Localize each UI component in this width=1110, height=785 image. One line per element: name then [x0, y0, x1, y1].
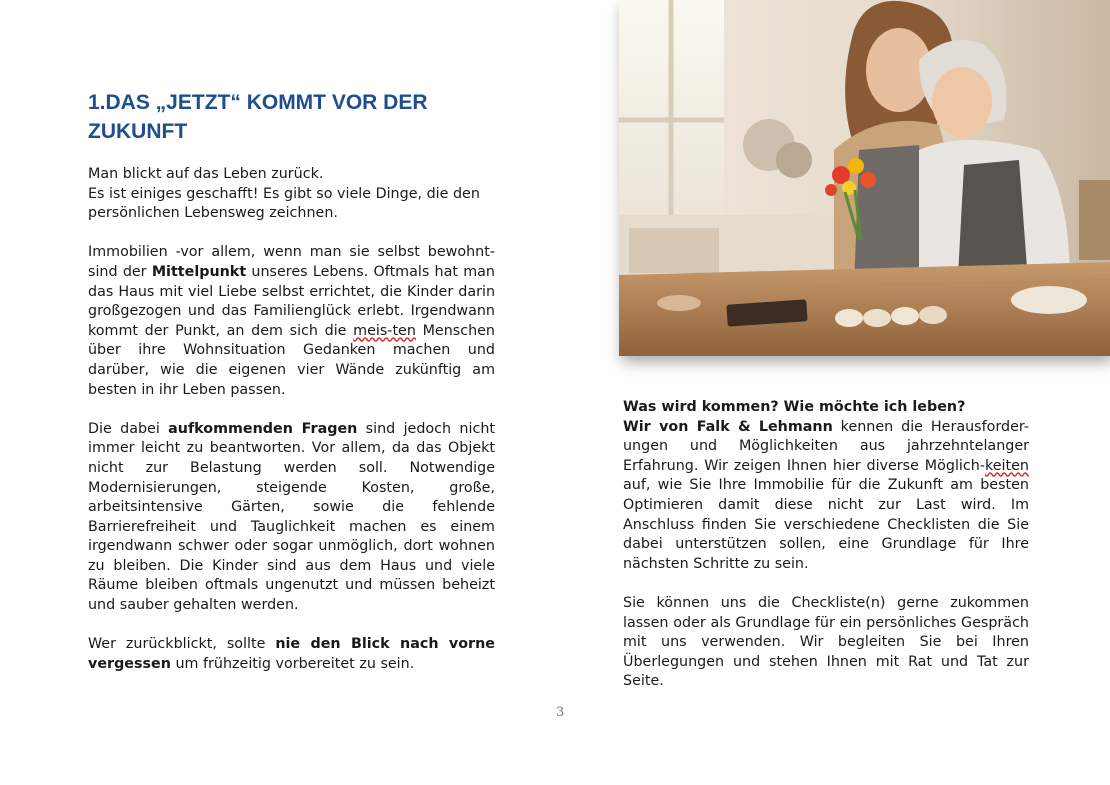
spellcheck-word: keiten: [984, 457, 1029, 474]
real-estate-paragraph: [88, 243, 495, 400]
expertise-paragraph: [623, 418, 1029, 575]
intro-text: Es ist einiges geschafft! Es gibt so viele Dinge, die den persönlichen Lebensweg zeichnen.: [88, 185, 480, 222]
bold-forward-look: nie den Blick nach vorne vergessen: [88, 636, 495, 672]
page-title: [88, 88, 508, 146]
left-column: [88, 165, 495, 674]
bold-mittelpunkt: Mittelpunkt: [151, 263, 247, 280]
text-run: Die dabei: [88, 420, 169, 437]
question-heading: [623, 398, 1029, 418]
kitchen-family-photo: [619, 0, 1110, 356]
text-run: kennen die Herausforder-ungen und Möglichkeiten aus jahrzehntelanger Erfahrung. Wir zeigen Ihnen hier diverse Möglich-: [623, 418, 1029, 474]
intro-line: Man blickt auf das Leben zurück.: [88, 166, 324, 182]
photo-illustration: [619, 0, 1110, 356]
page-number: 3: [556, 705, 565, 720]
questions-paragraph: [88, 420, 495, 616]
intro-paragraph: [88, 165, 495, 224]
text-run: sind jedoch nicht immer leicht zu beantworten. Vor allem, da das Objekt nicht zur Belastung werden soll. Notwendige Modernisierungen, steigende Kosten, große, arbeitsintensive Gärten, sowie die fehlende Barrierefreiheit und Tauglichkeit machen es einem irgendwann schwer oder sogar unmöglich, dort wohnen zu bleiben. Die Kinder sind aus dem Haus und viele Räume bleiben oftmals ungenutzt und müssen beheizt und sauber gehalten werden.: [88, 420, 495, 614]
title-line-2: ZUKUNFT: [88, 120, 188, 143]
spellcheck-word: meis-ten: [353, 322, 416, 339]
text-run: Menschen über ihre Wohnsituation Gedanken machen und darüber, wie die eigenen vier Wände zukünftig am besten in ihr Leben passen.: [88, 322, 495, 398]
text-run: Immobilien -vor allem, wenn man sie selbst bewohnt- sind der: [88, 244, 495, 280]
text-run: Wer zurückblickt, sollte: [88, 636, 276, 653]
question-text: Was wird kommen? Wie möchte ich leben?: [623, 399, 966, 415]
contact-paragraph: Sie können uns die Checkliste(n) gerne zukommen lassen oder als Grundlage für ein persönliches Gespräch mit uns verwenden. Wir begleiten Sie bei Ihren Überlegungen und stehen Ihnen mit Rat und Tat zur Seite.: [623, 594, 1029, 690]
title-line-1: 1.DAS „JETZT“ KOMMT VOR DER: [88, 91, 428, 114]
text-run: auf, wie Sie Ihre Immobilie für die Zukunft am besten Optimieren damit diese nicht zur Last wird. Im Anschluss finden Sie verschiedene Checklisten die Sie dabei unterstützen sollen, eine Grundlage für Ihre nächsten Schritte zu sein.: [623, 477, 1029, 572]
text-run: unseres Lebens. Oftmals hat man das Haus mit viel Liebe selbst errichtet, die Kinder darin großgezogen und das Familienglück erlebt. Irgendwann kommt der Punkt, an dem sich die: [88, 263, 495, 339]
bold-questions: aufkommenden Fragen: [168, 420, 358, 437]
text-run: um frühzeitig vorbereitet zu sein.: [170, 655, 415, 672]
bold-company: Wir von Falk & Lehmann: [623, 418, 833, 435]
closing-paragraph: [88, 635, 495, 674]
right-column: [623, 398, 1029, 692]
